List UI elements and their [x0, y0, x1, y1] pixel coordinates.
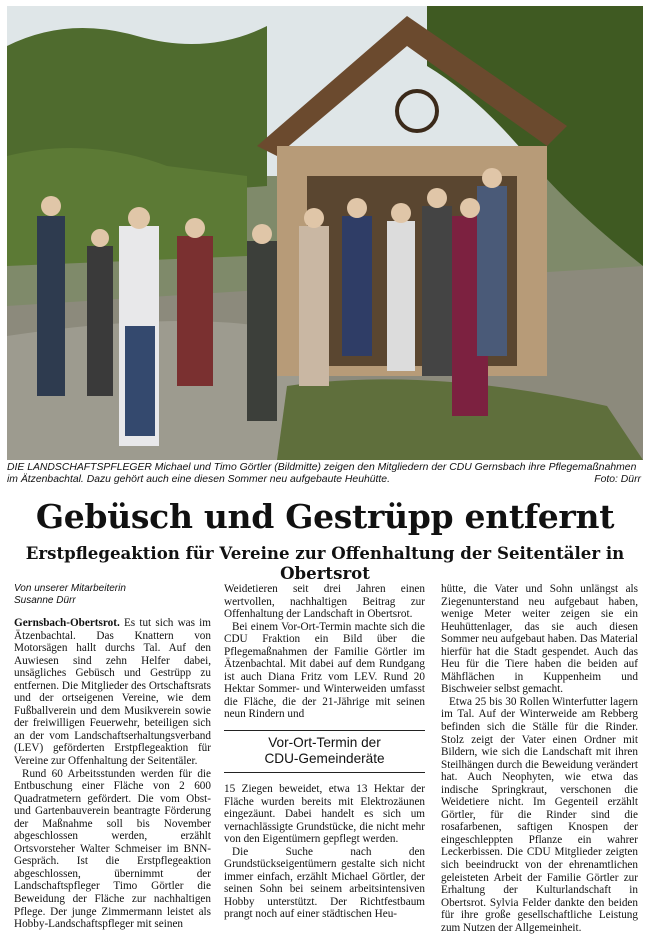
- paragraph-5: 15 Ziegen beweidet, etwa 13 Hektar der Fläche wurden bereits mit Elektrozäunen eingezäunt. Dabei handelt es sich um vernachlässigte Grundstücke, die nicht mehr von den Eigentümern gepflegt werden.: [224, 783, 425, 846]
- photo-caption: [7, 462, 643, 487]
- column-1: [14, 583, 211, 931]
- headline: Gebüsch und Gestrüpp entfernt: [35, 497, 615, 536]
- subheading-line-2: CDU-Gemeinderäte: [264, 751, 385, 767]
- column-2: [224, 583, 425, 921]
- paragraph-8: Etwa 25 bis 30 Rollen Winterfutter lagern im Tal. Auf der Winterweide am Rebberg befinden sich die Ställe für die Rinder. Stolz zeigt der Vater einen Ordner mit Bildern, wie sich die Landschaft mit ihren Steilhängen durch die Beweidung verändert hat. Auch Neophyten, wie etwa das indische Springkraut, verschonen die Weidetiere nicht. Im Gegenteil erzählt Görtler, für die Rinder sind die rosafarbenen, saftigen Knospen der eingeschleppten Pflanze ein wahrer Leckerbissen. Die CDU Mitglieder zeigten sich beeindruckt von der ehrenamtlichen geleisteten Arbeit der Familie Görtler zur Erhaltung der Kulturlandschaft in Obertsrot. Sylvia Felder dankte den beiden für ihre große gesellschaftliche Leistung zum Nutzen der Allgemeinheit.: [441, 695, 638, 934]
- column-3: [441, 583, 638, 934]
- photo-credit: Foto: Dürr: [594, 474, 641, 486]
- paragraph-3: Weidetieren seit drei Jahren einen wertvollen, nachhaltigen Beitrag zur Offenhaltung der Landschaft in Obertsrot.: [224, 583, 425, 621]
- paragraph-2: Rund 60 Arbeitsstunden werden für die Entbuschung einer Fläche von 2 600 Quadratmetern gefördert. Die vom Obst- und Gartenbauverein beantragte Förderung der Maßnahme soll bis November abgeschlossen werden, erzählt Ortsvorsteher Walter Schmeiser im BNN-Gespräch. Ist die Erstpflegeaktion abgeschlossen, übernimmt der Landschaftspfleger Timo Görtler die Beweidung der Fläche zur nachhaltigen Pflege. Der junge Zimmermann leistet als Hobby-Landschaftspfleger mit seinen: [14, 767, 211, 931]
- subheadline: Erstpflegeaktion für Vereine zur Offenhaltung der Seitentäler in Obertsrot: [25, 543, 625, 583]
- caption-text: DIE LANDSCHAFTSPFLEGER Michael und Timo Görtler (Bildmitte) zeigen den Mitgliedern der CDU Gernsbach ihre Pflegemaßnahmen im Ätzenbachtal. Dazu gehört auch eine diesen Sommer neu aufgebaute Heuhütte.: [7, 462, 637, 486]
- subheading-line-1: Vor-Ort-Termin der: [268, 735, 381, 751]
- paragraph-1-text: Es tut sich was im Ätzenbachtal. Das Knattern von Motorsägen hallt durchs Tal. Auf den Auwiesen sind zehn Helfer dabei, unsägliches Gebüsch und Gestrüpp zu entfernen. Die Mitglieder des Ortschaftsrats und der ortseigenen Vereine, wie dem Fußballverein und dem Musikverein sowie der freiwilligen Feuerwehr, beteiligen sich an der vom Landschaftserhaltungsverband (LEV) geförderten Erstpflegeaktion für Vereine zur Offenhaltung der Seitentäler.: [14, 617, 211, 768]
- subheading-box: [224, 730, 425, 773]
- paragraph-7: hütte, die Vater und Sohn unlängst als Ziegenunterstand neu aufgebaut haben, wenige Meter weiter zeigen sie ein Heuhüttenlager, das sie auch diesen Sommer neu aufgebaut haben. Das Material hierfür hat die Stadt gespendet. Auch das Heu für die Tiere haben die beiden auf Mähflächen in Kuppenheim und Bischweier selbst gemacht.: [441, 583, 638, 696]
- byline-role: Von unserer Mitarbeiterin: [14, 583, 126, 594]
- byline-author: Susanne Dürr: [14, 595, 76, 606]
- paragraph-4: Bei einem Vor-Ort-Termin machte sich die CDU Fraktion ein Bild über die Pflegemaßnahmen der Familie Görtler im Ätzenbachtal. Mit dabei auf dem Rundgang ist auch Diana Fritz vom LEV. Rund 20 Hektar Sommer- und Winterweiden umfasst die Fläche, die der 21-Jährige mit seinen neun Rindern und: [224, 620, 425, 721]
- paragraph-6: Die Suche nach den Grundstückseigentümern gestalte sich nicht immer einfach, erzählt Michael Görtler, der seinen Sohn bei seinem arbeitsintensiven Hobby unterstützt. Der Richtfestbaum prangt noch auf einer städtischen Heu-: [224, 845, 425, 921]
- byline: [14, 583, 211, 607]
- paragraph-1: [14, 617, 211, 768]
- article-photo: [7, 6, 643, 460]
- photo-illustration: [7, 6, 643, 460]
- dateline: Gernsbach-Obertsrot.: [14, 617, 120, 629]
